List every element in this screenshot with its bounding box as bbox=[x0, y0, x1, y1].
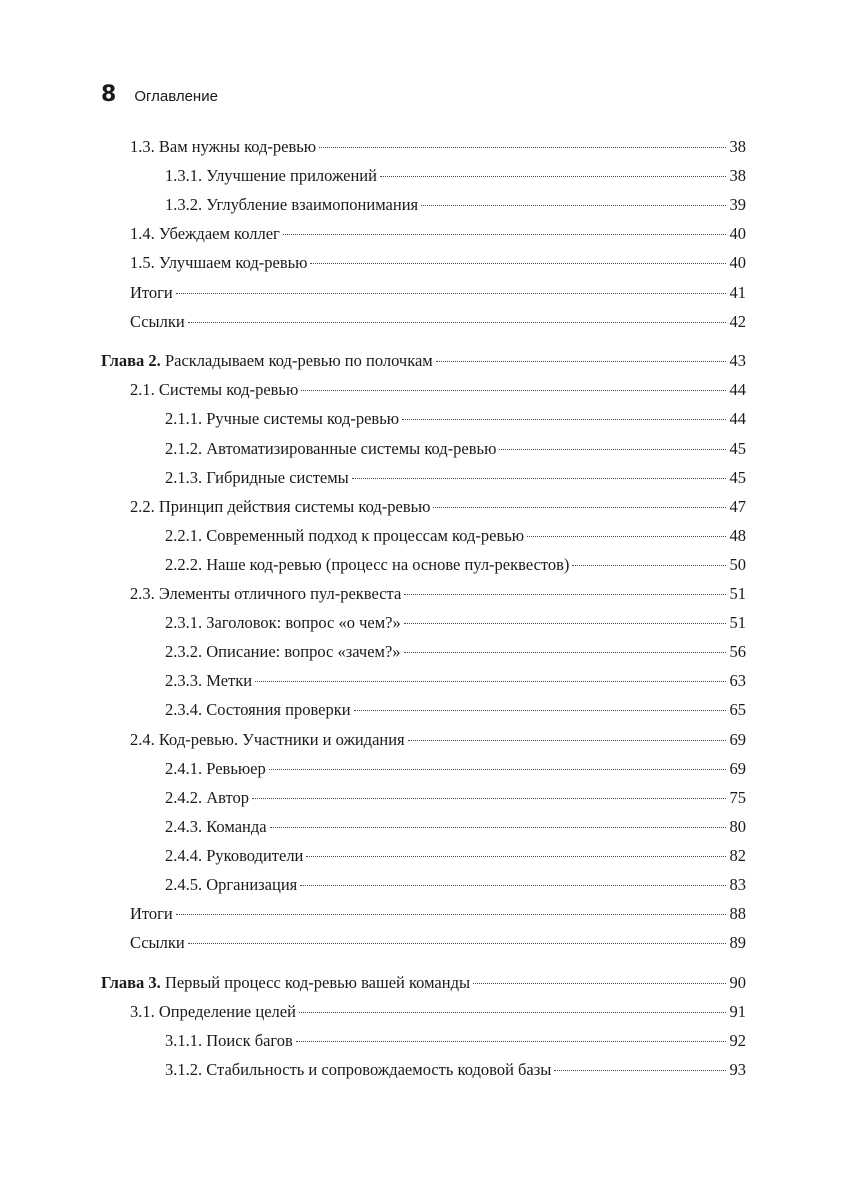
toc-entry-title: 2.3. Элементы отличного пул-реквеста bbox=[130, 584, 402, 603]
toc-subsection-entry bbox=[165, 407, 746, 431]
toc-entry-title: 1.3.2. Углубление взаимопонимания bbox=[165, 195, 419, 215]
toc-entry-title: 1.5. Улучшаем код-ревью bbox=[130, 253, 308, 273]
toc-dot-leader bbox=[188, 943, 726, 944]
toc-section-entry bbox=[130, 495, 746, 519]
toc-chapter-title: Первый процесс код-ревью вашей команды bbox=[160, 972, 471, 992]
toc-entry-title: 2.1.2. Автоматизированные системы код-ревью bbox=[165, 438, 497, 458]
toc-subsection-entry bbox=[165, 437, 746, 461]
toc-chapter-number: Глава 3. bbox=[101, 972, 161, 992]
toc-subsection-entry bbox=[165, 611, 746, 635]
toc-dot-leader bbox=[310, 263, 726, 264]
toc-dot-leader bbox=[352, 478, 726, 479]
toc-page-number: 41 bbox=[729, 282, 746, 302]
toc-entry-title: Итоги bbox=[130, 904, 173, 924]
toc-entry-title: 1.3.1. Улучшение приложений bbox=[165, 166, 377, 186]
toc-section-entry bbox=[130, 251, 746, 275]
toc-entry-title: Ссылки bbox=[130, 311, 185, 331]
toc-page-number: 75 bbox=[729, 787, 746, 807]
toc-section-entry bbox=[130, 582, 746, 606]
toc-entry-title: Ссылки bbox=[130, 933, 185, 953]
toc-section-entry bbox=[130, 135, 746, 159]
toc-section-entry bbox=[130, 728, 746, 752]
toc-entry-title: 2.1. Системы код-ревью bbox=[130, 380, 299, 400]
toc-dot-leader bbox=[433, 507, 726, 508]
toc-page-number: 43 bbox=[729, 351, 746, 371]
toc-chapter-entry bbox=[101, 971, 746, 995]
toc-entry-title: 1.3. Вам нужны код-ревью bbox=[130, 137, 317, 156]
toc-page-number: 80 bbox=[729, 816, 746, 836]
toc-page-number: 45 bbox=[729, 467, 746, 487]
toc-page-number: 88 bbox=[729, 904, 746, 924]
toc-entry-title: 2.3.1. Заголовок: вопрос «о чем?» bbox=[165, 613, 401, 633]
toc-entry-title: 2.3.2. Описание: вопрос «зачем?» bbox=[165, 642, 401, 662]
toc-page-number: 47 bbox=[729, 496, 746, 516]
toc-entry-title: 2.4.1. Ревьюер bbox=[165, 758, 266, 778]
toc-section-entry bbox=[130, 281, 746, 305]
toc-page-number: 38 bbox=[729, 166, 746, 186]
toc-dot-leader bbox=[270, 827, 726, 828]
toc-page-number: 92 bbox=[729, 1031, 746, 1050]
toc-dot-leader bbox=[319, 147, 726, 148]
toc-page-number: 51 bbox=[729, 613, 746, 633]
toc-dot-leader bbox=[380, 176, 726, 177]
toc-page-number: 69 bbox=[729, 758, 746, 778]
toc-dot-leader bbox=[255, 681, 726, 682]
toc-section-entry bbox=[130, 902, 746, 926]
toc-page-number: 51 bbox=[729, 584, 746, 603]
toc-entry-title: 3.1.1. Поиск багов bbox=[165, 1031, 293, 1050]
toc-page-number: 42 bbox=[729, 311, 746, 331]
toc-entry-title: 2.1.3. Гибридные системы bbox=[165, 467, 349, 487]
toc-dot-leader bbox=[404, 623, 726, 624]
toc-dot-leader bbox=[572, 565, 726, 566]
toc-subsection-entry bbox=[165, 786, 746, 810]
toc-page-number: 45 bbox=[729, 438, 746, 458]
toc-page-number: 69 bbox=[729, 729, 746, 749]
toc-entry-title: 3.1.2. Стабильность и сопровождаемость кодовой базы bbox=[165, 1060, 552, 1080]
toc-subsection-entry bbox=[165, 844, 746, 868]
toc-subsection-entry bbox=[165, 698, 746, 722]
toc-page-number: 89 bbox=[729, 933, 746, 953]
toc-page-number: 50 bbox=[729, 554, 746, 574]
toc-section-entry bbox=[130, 931, 746, 955]
toc-page-number: 63 bbox=[729, 671, 746, 691]
toc-dot-leader bbox=[404, 652, 726, 653]
toc-subsection-entry bbox=[165, 815, 746, 839]
toc-page-number: 44 bbox=[729, 409, 746, 429]
toc-subsection-entry bbox=[165, 193, 746, 217]
running-header bbox=[101, 82, 218, 114]
toc-subsection-entry bbox=[165, 466, 746, 490]
toc-page-number: 65 bbox=[729, 700, 746, 720]
toc-dot-leader bbox=[554, 1070, 726, 1071]
toc-dot-leader bbox=[252, 798, 726, 799]
toc-entry-title: 2.4.2. Автор bbox=[165, 787, 250, 807]
toc-entry-title: 2.1.1. Ручные системы код-ревью bbox=[165, 409, 400, 429]
toc-dot-leader bbox=[300, 885, 726, 886]
toc-subsection-entry bbox=[165, 669, 746, 693]
toc-page-number: 91 bbox=[729, 1001, 746, 1021]
toc-dot-leader bbox=[176, 293, 726, 294]
toc-subsection-entry bbox=[165, 1029, 746, 1053]
toc-section-entry bbox=[130, 378, 746, 402]
toc-entry-title: 3.1. Определение целей bbox=[130, 1001, 296, 1021]
toc-page-number: 38 bbox=[729, 137, 746, 156]
toc-dot-leader bbox=[402, 419, 726, 420]
toc-entry-title: 2.2.2. Наше код-ревью (процесс на основе пул-реквестов) bbox=[165, 554, 570, 574]
toc-page-number: 83 bbox=[729, 875, 746, 894]
toc-dot-leader bbox=[408, 740, 726, 741]
toc-entry-title bbox=[101, 349, 433, 373]
toc-entry-title: 2.4.3. Команда bbox=[165, 816, 267, 836]
toc-dot-leader bbox=[269, 769, 726, 770]
toc-subsection-entry bbox=[165, 1058, 746, 1082]
toc-entry-title: 1.4. Убеждаем коллег bbox=[130, 224, 280, 244]
toc-dot-leader bbox=[404, 594, 726, 595]
toc-chapter-title: Раскладываем код-ревью по полочкам bbox=[160, 351, 433, 371]
toc-page-number: 40 bbox=[729, 224, 746, 244]
toc-dot-leader bbox=[296, 1041, 726, 1042]
toc-dot-leader bbox=[176, 914, 726, 915]
toc-page-number: 40 bbox=[729, 253, 746, 273]
toc-page-number: 93 bbox=[729, 1060, 746, 1080]
toc-dot-leader bbox=[527, 536, 726, 537]
toc-entry-title: 2.2. Принцип действия системы код-ревью bbox=[130, 496, 431, 516]
toc-section-entry bbox=[130, 310, 746, 334]
toc-entry-title: 2.4. Код-ревью. Участники и ожидания bbox=[130, 729, 405, 749]
toc-dot-leader bbox=[421, 205, 726, 206]
toc-subsection-entry bbox=[165, 164, 746, 188]
toc-page-number: 44 bbox=[729, 380, 746, 400]
toc-subsection-entry bbox=[165, 757, 746, 781]
toc-entry-title: 2.3.4. Состояния проверки bbox=[165, 700, 351, 720]
page-number: 8 bbox=[101, 82, 117, 107]
toc-page-number: 48 bbox=[729, 525, 746, 545]
toc-page-number: 82 bbox=[729, 845, 746, 865]
toc-dot-leader bbox=[188, 322, 726, 323]
toc-section-entry bbox=[130, 1000, 746, 1024]
toc-dot-leader bbox=[499, 449, 726, 450]
toc-subsection-entry bbox=[165, 873, 746, 897]
toc-subsection-entry bbox=[165, 640, 746, 664]
toc-entry-title: 2.4.4. Руководители bbox=[165, 845, 304, 865]
toc-dot-leader bbox=[473, 983, 726, 984]
toc-entry-title: Итоги bbox=[130, 282, 173, 302]
toc-dot-leader bbox=[354, 710, 726, 711]
toc-dot-leader bbox=[301, 390, 726, 391]
toc-chapter-entry bbox=[101, 349, 746, 373]
toc-subsection-entry bbox=[165, 524, 746, 548]
toc-dot-leader bbox=[436, 361, 726, 362]
toc-entry-title: 2.3.3. Метки bbox=[165, 671, 253, 691]
toc-entry-title: 2.2.1. Современный подход к процессам код-ревью bbox=[165, 525, 525, 545]
toc-page-number: 90 bbox=[729, 972, 746, 992]
toc-page-number: 39 bbox=[729, 195, 746, 215]
toc-dot-leader bbox=[283, 234, 726, 235]
toc-section-entry bbox=[130, 222, 746, 246]
toc-entry-title: 2.4.5. Организация bbox=[165, 875, 298, 894]
running-title: Оглавление bbox=[134, 88, 218, 105]
toc-page-number: 56 bbox=[729, 642, 746, 662]
toc-chapter-number: Глава 2. bbox=[101, 351, 161, 371]
toc-subsection-entry bbox=[165, 553, 746, 577]
toc-entry-title bbox=[101, 971, 470, 995]
toc-dot-leader bbox=[306, 856, 726, 857]
toc-dot-leader bbox=[299, 1012, 726, 1013]
